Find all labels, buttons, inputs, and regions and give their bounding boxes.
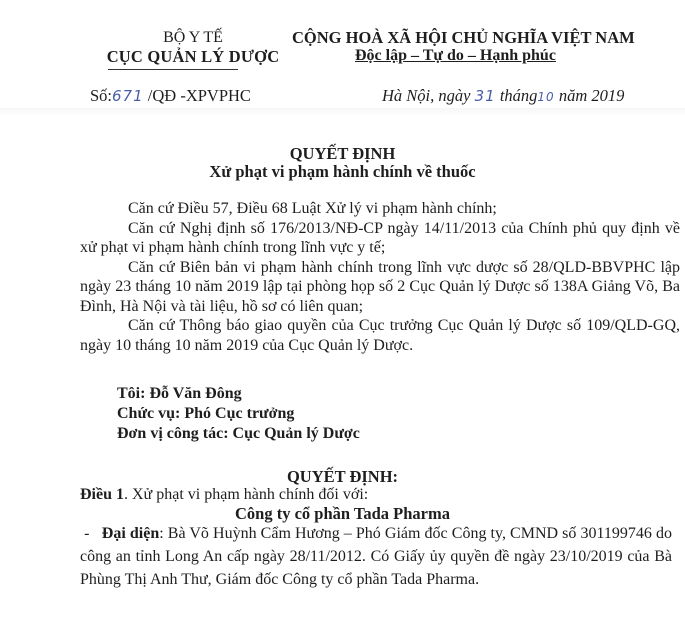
officer-unit: Đơn vị công tác: Cục Quản lý Dược: [117, 425, 360, 442]
legal-basis-1: Căn cứ Điều 57, Điều 68 Luật Xử lý vi phạm hành chính;: [128, 200, 497, 217]
document-subtitle: Xử phạt vi phạm hành chính về thuốc: [209, 162, 476, 181]
national-motto: Độc lập – Tự do – Hạnh phúc: [355, 47, 556, 64]
ministry-name: BỘ Y TẾ: [163, 29, 223, 46]
number-handwritten: 671: [112, 87, 144, 105]
date-prefix: Hà Nội, ngày: [382, 86, 471, 105]
decision-heading: QUYẾT ĐỊNH:: [286, 467, 399, 486]
article-1-text: . Xử phạt vi phạm hành chính đối với:: [124, 486, 369, 503]
legal-basis-4: Căn cứ Thông báo giao quyền của Cục trưởng Cục Quản lý Dược số 109/QLD-GQ, ngày 10 tháng 10 năm 2019 của Cục Quản lý Dược.: [80, 317, 680, 354]
number-prefix: Số:: [90, 86, 113, 105]
representative-label: Đại diện: [101, 525, 160, 542]
representative-text: : Bà Võ Huỳnh Cẩm Hương – Phó Giám đốc Công ty, CMND số 301199746 do công an tỉnh Long An cấp ngày 28/11/2012. Có Giấy ủy quyền đề ngày 23/10/2019 của Bà Phùng Thị Anh Thư, Giám đốc Công ty cổ phần Tada Pharma.: [80, 525, 673, 588]
agency-name: CỤC QUẢN LÝ DƯỢC: [106, 47, 280, 66]
scan-shadow: [0, 108, 685, 116]
number-suffix: /QĐ -XPVPHC: [147, 86, 251, 105]
representative-paragraph: [80, 522, 672, 591]
month-label: tháng: [499, 86, 538, 105]
legal-basis-3: Căn cứ Biên bản vi phạm hành chính trong lĩnh vực dược số 28/QLD-BBVPHC lập ngày 23 tháng 10 năm 2019 lập tại phòng họp số 2 Cục Quản lý Dược số 138A Giảng Võ, Ba Đình, Hà Nội và tài liệu, hồ sơ có liên quan;: [80, 258, 680, 315]
document-title: QUYẾT ĐỊNH: [289, 144, 396, 163]
decision-number: [90, 86, 251, 106]
legal-basis-2: Căn cứ Nghị định số 176/2013/NĐ-CP ngày 14/11/2013 của Chính phủ quy định về xử phạt vi phạm hành chính trong lĩnh vực y tế;: [80, 219, 680, 256]
article-1: [80, 486, 368, 504]
day-handwritten: 31: [474, 87, 496, 105]
officer-position: Chức vụ: Phó Cục trưởng: [117, 405, 295, 422]
issue-date: [382, 86, 624, 106]
month-handwritten: 10: [537, 90, 555, 104]
legal-bases: [80, 199, 680, 355]
year-text: năm 2019: [558, 86, 625, 105]
officer-name: Tôi: Đỗ Văn Đông: [117, 385, 242, 402]
company-name: Công ty cổ phần Tada Pharma: [234, 504, 450, 523]
agency-underline: [108, 69, 238, 70]
article-1-label: Điều 1: [80, 486, 124, 503]
country-name: CỘNG HOÀ XÃ HỘI CHỦ NGHĨA VIỆT NAM: [292, 28, 635, 47]
representative-dash: -: [84, 525, 90, 542]
